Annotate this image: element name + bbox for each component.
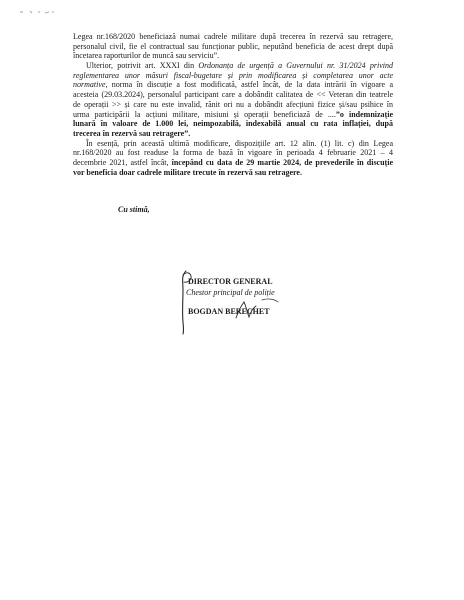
italic-run: normative: [73, 80, 106, 90]
bold-run: lunară în valoare de 1.000 lei, neimpozabilă, indexabilă anual cu rata inflației, după: [73, 119, 393, 129]
text-run: În esență, prin această ultimă modificare, dispozițiile art. 12 alin. (1) lit. c) din Legea: [86, 138, 393, 148]
text-run: Ulterior, potrivit art. XXXI din: [86, 61, 199, 71]
signatory-name: BOGDAN BERECHET: [188, 307, 270, 316]
signatory-rank: Chestor principal de poliție: [186, 288, 275, 297]
text-run: nr.168/2020 au fost readuse la forma de bază în vigoare în perioada 4 februarie 2021 – 4: [73, 148, 393, 158]
signatory-title: DIRECTOR GENERAL: [188, 277, 273, 286]
bold-run: trecerea în rezervă sau retragere”.: [73, 128, 191, 138]
text-run: Legea nr.168/2020 beneficiază numai cadrele militare după trecerea în rezervă sau retragere,: [73, 32, 393, 41]
italic-run: reglementarea unor măsuri fiscal-bugetare și prin modificarea și completarea unor acte: [73, 70, 393, 80]
italic-run: Ordonanța de urgență a Guvernului nr. 31/2024 privind: [198, 61, 394, 71]
text-run: decembrie 2021, astfel încât,: [73, 157, 172, 167]
text-run: de operații >> și care nu este invalid, rănit ori nu a dobândit afecțiuni fizice și/sau psihice în: [73, 99, 393, 109]
text-run: personalul civil, fie el contractual sau funcționar public, neputând beneficia de acest drept după: [73, 41, 393, 51]
text-run: , norma în discuție a fost modificată, astfel încât, de la data intrării în vigoare a: [105, 80, 393, 90]
bold-run: ”o indemnizație: [335, 109, 393, 119]
text-run: urma participării la acțiuni militare, misiuni și operații beneficiază de ....: [73, 109, 336, 119]
text-run: încetarea raporturilor de muncă sau serviciu”.: [73, 51, 220, 61]
closing-salutation: Cu stimă,: [118, 205, 150, 214]
bold-run: vor beneficia doar cadrele militare trecute în rezervă sau retragere.: [73, 167, 302, 177]
bold-run: începând cu data de 29 martie 2024, de prevederile în discuție: [171, 157, 393, 167]
text-run: acesteia (29.03.2024), personalul participant care a dobândit calitatea de << Veteran din teatrele: [73, 90, 393, 100]
